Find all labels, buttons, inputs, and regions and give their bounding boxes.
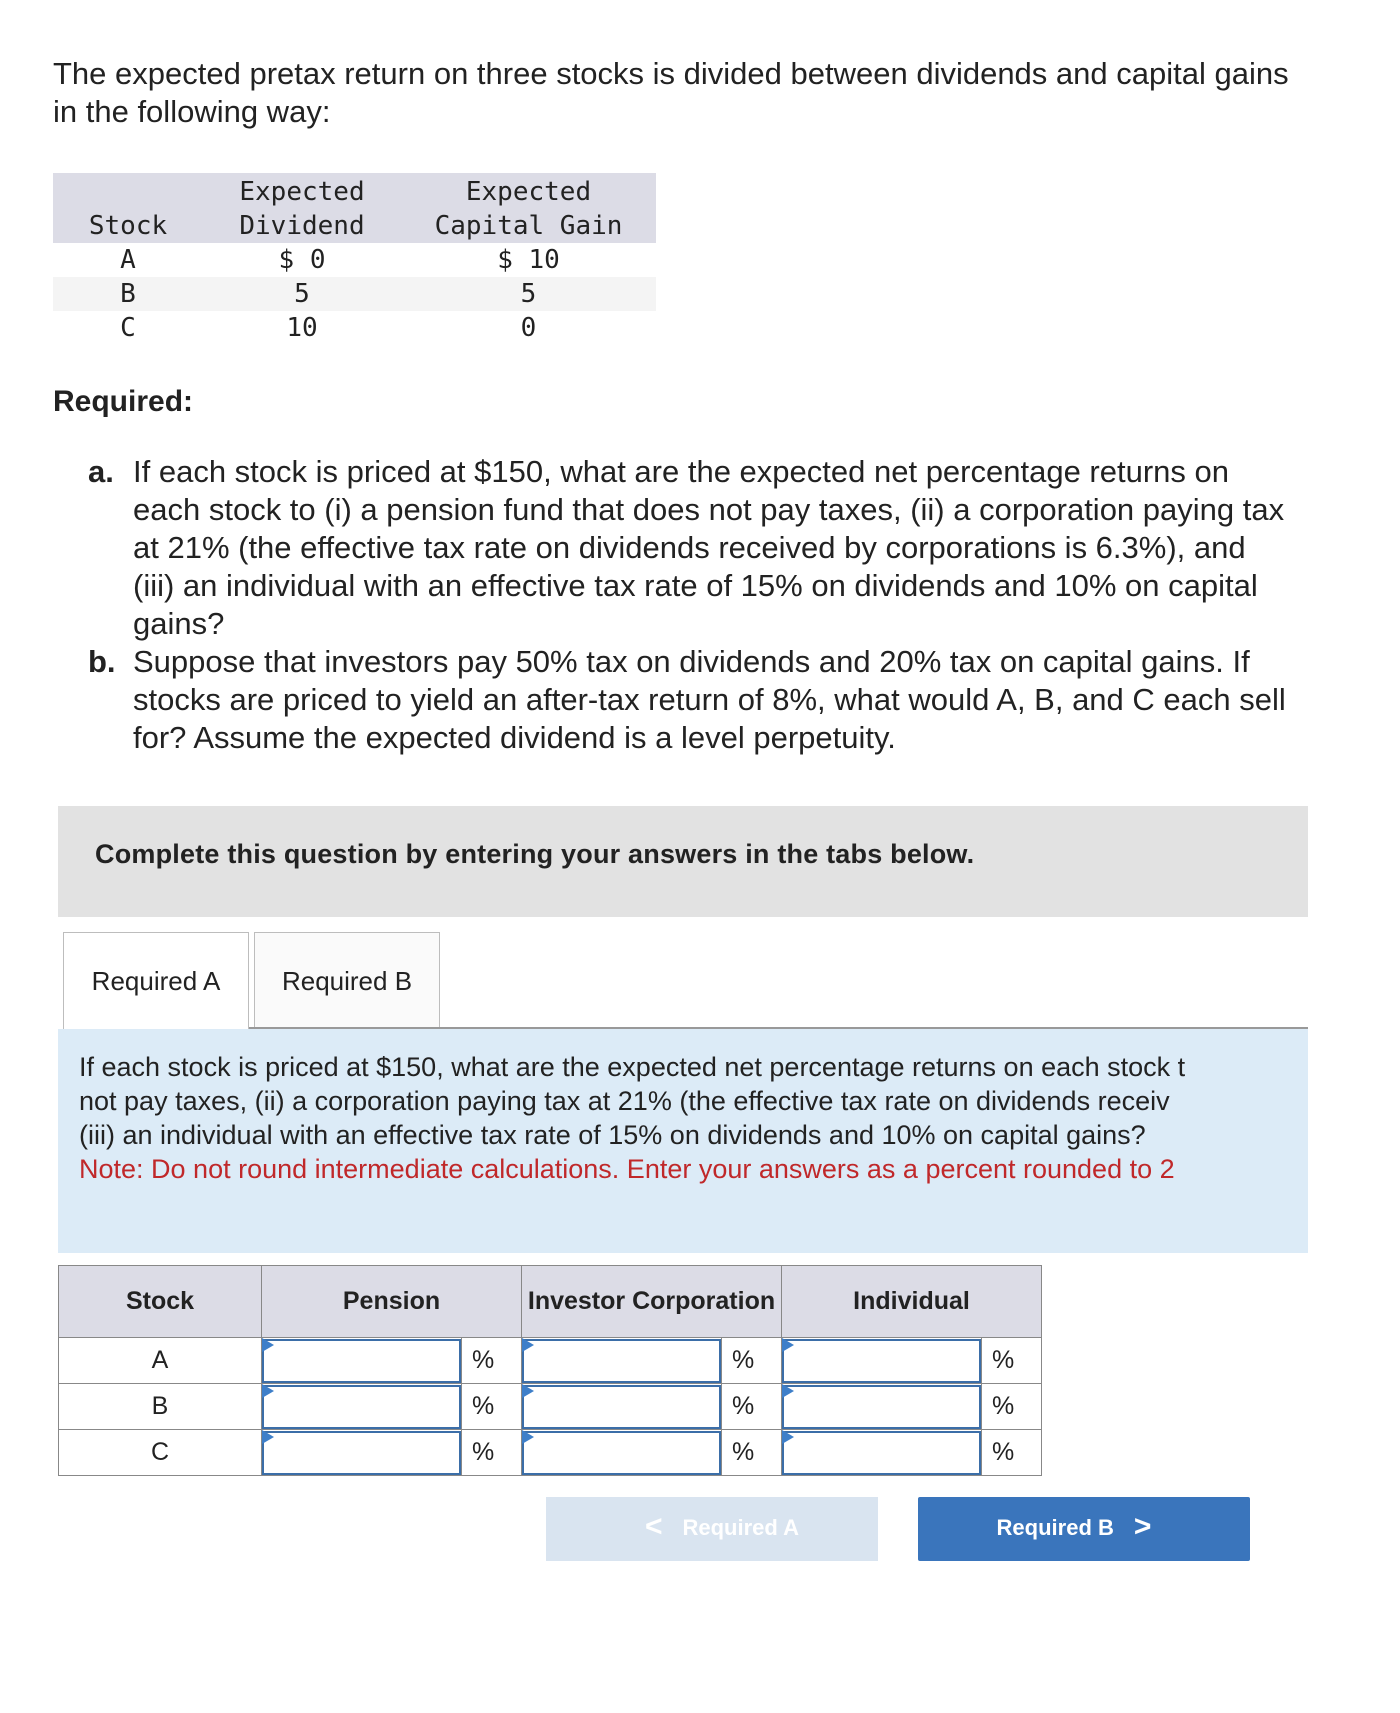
- required-item-a: [88, 453, 1288, 643]
- question-panel: [58, 1029, 1308, 1253]
- cell-dividend: 5: [203, 277, 401, 311]
- percent-unit: %: [462, 1384, 522, 1430]
- answer-stock-label: B: [59, 1384, 262, 1430]
- pension-cell: [262, 1430, 462, 1476]
- prev-button[interactable]: [546, 1497, 878, 1561]
- entry-flag-icon: [522, 1338, 534, 1352]
- percent-unit: %: [982, 1430, 1042, 1476]
- header-expected-capital-gain: [401, 173, 656, 243]
- entry-flag-icon: [262, 1338, 274, 1352]
- header-stock: [53, 173, 203, 243]
- required-list: [88, 453, 1288, 757]
- table-row: [53, 277, 656, 311]
- corporation-cell: [522, 1430, 722, 1476]
- pension-input-a[interactable]: [262, 1339, 461, 1383]
- percent-unit: %: [982, 1384, 1042, 1430]
- corporation-input-a[interactable]: [522, 1339, 721, 1383]
- entry-flag-icon: [522, 1384, 534, 1398]
- corporation-input-b[interactable]: [522, 1385, 721, 1429]
- answer-header-row: [59, 1266, 1042, 1338]
- instruction-text: Complete this question by entering your answers in the tabs below.: [95, 839, 975, 869]
- individual-cell: [782, 1338, 982, 1384]
- answer-stock-label: A: [59, 1338, 262, 1384]
- chevron-right-icon: >: [1133, 1510, 1152, 1543]
- chevron-left-icon: <: [644, 1510, 663, 1543]
- table-row: [53, 243, 656, 277]
- cell-capital-gain: 5: [401, 277, 656, 311]
- tab-required-a[interactable]: Required A: [63, 932, 249, 1030]
- pension-cell: [262, 1384, 462, 1430]
- required-item-letter: a.: [88, 454, 114, 489]
- entry-flag-icon: [782, 1384, 794, 1398]
- header-stock-line: Stock: [88, 211, 168, 241]
- entry-flag-icon: [262, 1430, 274, 1444]
- percent-unit: %: [722, 1384, 782, 1430]
- answer-header-pension: Pension: [262, 1266, 522, 1338]
- cell-capital-gain: 0: [520, 313, 537, 343]
- corporation-cell: [522, 1338, 722, 1384]
- answer-header-corporation: Investor Corporation: [522, 1266, 782, 1338]
- data-table-header-row: [53, 173, 656, 243]
- pension-cell: [262, 1338, 462, 1384]
- cell-stock: B: [53, 277, 203, 311]
- answer-stock-label: C: [59, 1430, 262, 1476]
- individual-input-b[interactable]: [782, 1385, 981, 1429]
- table-row: [53, 311, 656, 345]
- question-text: [79, 1050, 1308, 1186]
- cell-capital-gain: $ 10: [497, 245, 560, 275]
- pension-input-b[interactable]: [262, 1385, 461, 1429]
- corporation-cell: [522, 1384, 722, 1430]
- header-line: Capital Gain: [434, 211, 623, 241]
- answer-row: [59, 1338, 1042, 1384]
- header-expected-dividend: [203, 173, 401, 243]
- entry-flag-icon: [782, 1430, 794, 1444]
- cell-stock: C: [120, 313, 136, 343]
- answer-row: [59, 1384, 1042, 1430]
- answer-header-individual: Individual: [782, 1266, 1042, 1338]
- entry-flag-icon: [782, 1338, 794, 1352]
- required-heading: Required:: [53, 385, 194, 418]
- entry-flag-icon: [522, 1430, 534, 1444]
- corporation-input-c[interactable]: [522, 1431, 721, 1475]
- entry-flag-icon: [262, 1384, 274, 1398]
- individual-cell: [782, 1384, 982, 1430]
- cell-dividend: $ 0: [278, 245, 326, 275]
- percent-unit: %: [982, 1338, 1042, 1384]
- stock-data-table: [53, 173, 656, 345]
- next-button[interactable]: [918, 1497, 1250, 1561]
- pension-input-c[interactable]: [262, 1431, 461, 1475]
- cell-dividend: 10: [286, 313, 318, 343]
- header-line: Dividend: [239, 211, 365, 241]
- answer-header-stock: Stock: [59, 1266, 262, 1338]
- prev-button-label: Required A: [682, 1514, 800, 1540]
- percent-unit: %: [462, 1430, 522, 1476]
- percent-unit: %: [722, 1338, 782, 1384]
- individual-cell: [782, 1430, 982, 1476]
- question-line: not pay taxes, (ii) a corporation paying tax at 21% (the effective tax rate on dividends receiv: [79, 1086, 1170, 1116]
- header-line: Expected: [239, 177, 365, 207]
- required-item-b: [88, 643, 1288, 757]
- percent-unit: %: [462, 1338, 522, 1384]
- instruction-banner: [58, 806, 1308, 917]
- question-line: (iii) an individual with an effective tax rate of 15% on dividends and 10% on capital gains?: [79, 1120, 1146, 1150]
- question-note: Note: Do not round intermediate calculations. Enter your answers as a percent rounded to 2: [79, 1154, 1175, 1184]
- answer-row: [59, 1430, 1042, 1476]
- next-button-label: Required B: [996, 1514, 1114, 1540]
- required-item-text: If each stock is priced at $150, what are the expected net percentage returns on each stock to (i) a pension fund that does not pay taxes, (ii) a corporation paying tax at 21% (the effective tax rate on dividends received by corporations is 6.3%), and (iii) an individual with an effective tax rate of 15% on dividends and 10% on capital gains?: [133, 454, 1285, 641]
- individual-input-c[interactable]: [782, 1431, 981, 1475]
- tab-required-b[interactable]: Required B: [254, 932, 440, 1028]
- question-line: If each stock is priced at $150, what are the expected net percentage returns on each stock t: [79, 1052, 1186, 1082]
- required-item-text: Suppose that investors pay 50% tax on dividends and 20% tax on capital gains. If stocks are priced to yield an after-tax return of 8%, what would A, B, and C each sell for? Assume the expected dividend is a level perpetuity.: [133, 644, 1286, 755]
- individual-input-a[interactable]: [782, 1339, 981, 1383]
- percent-unit: %: [722, 1430, 782, 1476]
- header-line: Expected: [465, 177, 592, 207]
- answer-table: [58, 1265, 1042, 1476]
- required-item-letter: b.: [88, 644, 116, 679]
- cell-stock: A: [120, 245, 136, 275]
- intro-text: The expected pretax return on three stocks is divided between dividends and capital gains in the following way:: [53, 56, 1289, 129]
